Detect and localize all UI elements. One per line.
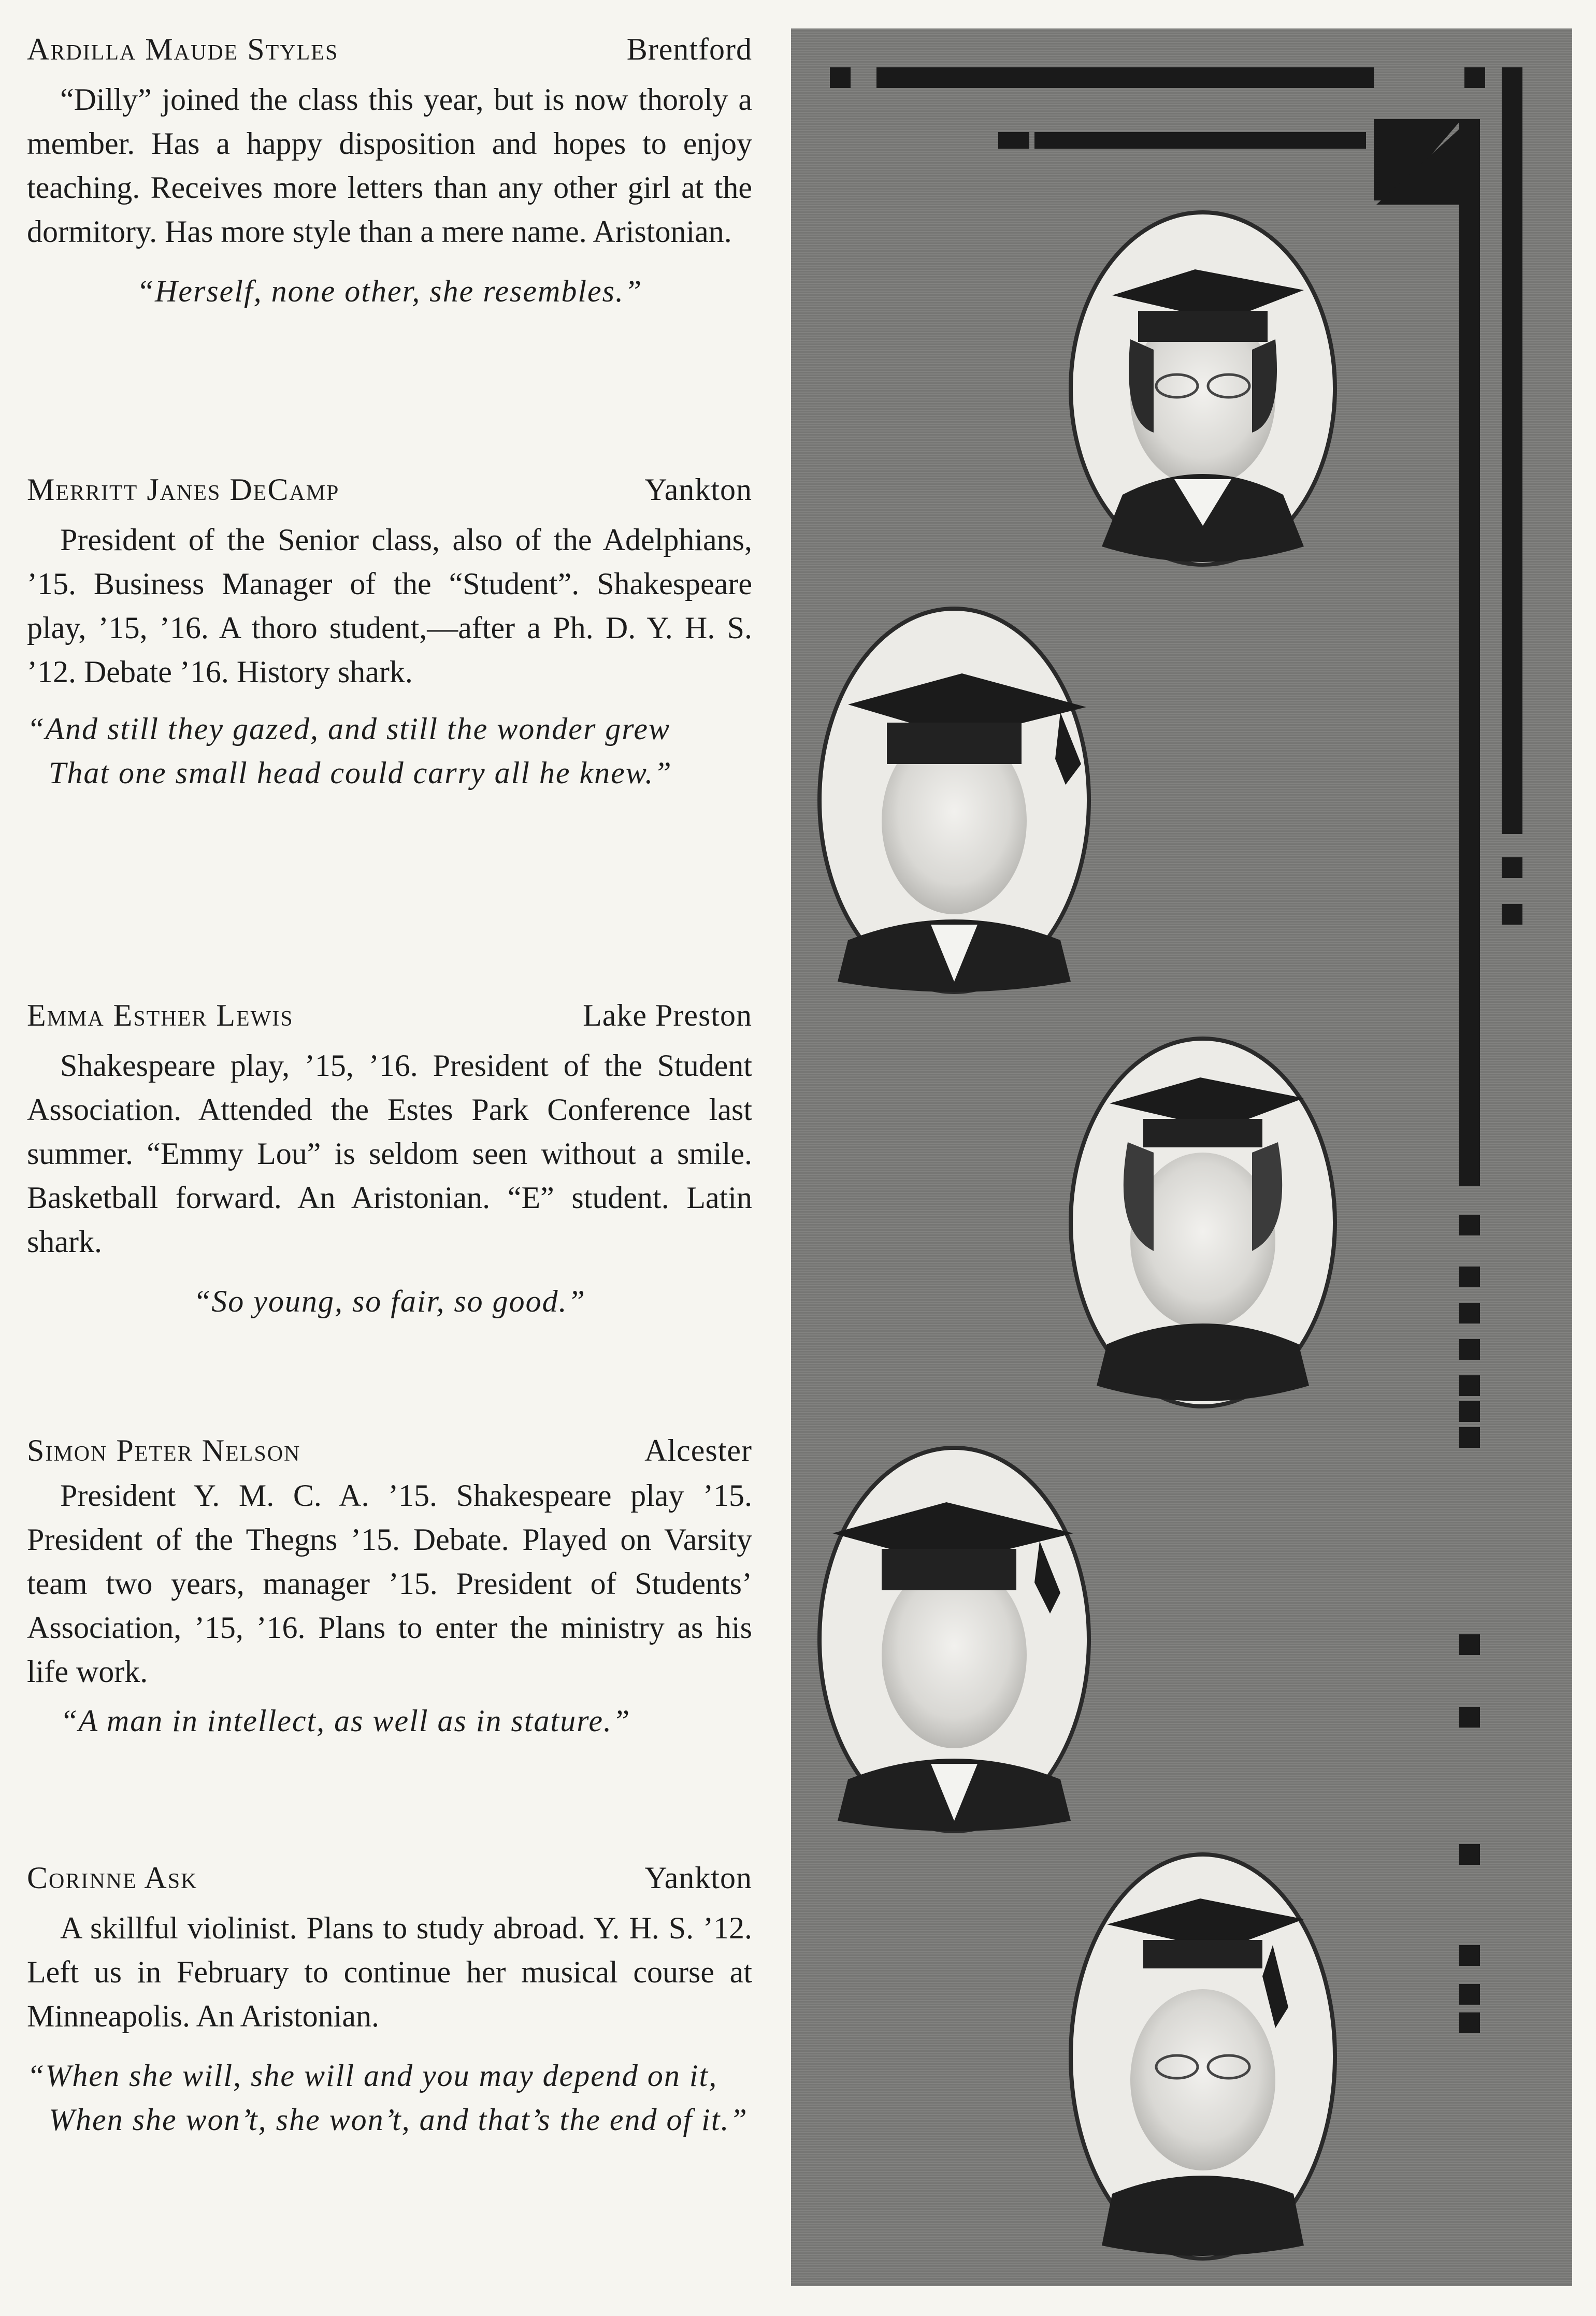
- portrait-ardilla-styles: [1071, 212, 1335, 565]
- panel-artwork: [791, 28, 1572, 2286]
- hometown: Yankton: [644, 472, 752, 507]
- quote: [27, 1279, 752, 1324]
- quote: [27, 1699, 752, 1743]
- portrait-corinne-ask: [1071, 1854, 1335, 2259]
- quote-line: “A man in intellect, as well as in stature.”: [60, 1704, 631, 1738]
- biography-text: Shakespeare play, ’15, ’16. President of the Student Association. Attended the Estes Park Conference last summer. “Emmy Lou” is seldom seen without a smile. Basketball forward. An Aristonian. “E” student. Latin shark.: [27, 1048, 752, 1259]
- biography-text: A skillful violinist. Plans to study abroad. Y. H. S. ’12. Left us in February to continue her musical course at Minneapolis. An Aristonian.: [27, 1911, 752, 2033]
- entry-header: [27, 987, 752, 1044]
- quote-line: That one small head could carry all he knew.”: [49, 756, 672, 790]
- entry-header: [27, 1849, 752, 1906]
- quote-line: “Herself, none other, she resembles.”: [136, 274, 643, 308]
- quote-line: “When she will, she will and you may depend on it,: [27, 2059, 718, 2093]
- hometown: Yankton: [644, 1861, 752, 1895]
- biography-text: President of the Senior class, also of the Adelphians, ’15. Business Manager of the “Student”. Shakespeare play, ’15, ’16. A thoro student,—after a Ph. D. Y. H. S. ’12. Debate ’16. History shark.: [27, 523, 752, 689]
- entry-header: [27, 21, 752, 78]
- hometown: Lake Preston: [583, 998, 752, 1032]
- entry-merritt-decamp: [27, 461, 752, 795]
- portrait-emma-lewis: [1071, 1039, 1335, 1406]
- entry-ardilla-styles: [27, 21, 752, 313]
- portrait-simon-nelson: [819, 1448, 1089, 1831]
- quote: [27, 707, 752, 795]
- quote-line: “And still they gazed, and still the wonder grew: [27, 712, 671, 746]
- student-name: Emma Esther Lewis: [27, 998, 294, 1032]
- student-name: Merritt Janes DeCamp: [27, 472, 340, 507]
- hometown: Brentford: [626, 32, 752, 66]
- entry-emma-lewis: [27, 987, 752, 1324]
- entry-header: [27, 461, 752, 518]
- entry-header: [27, 1427, 752, 1474]
- quote-line: When she won’t, she won’t, and that’s the end of it.”: [49, 2103, 748, 2137]
- biography-text: President Y. M. C. A. ’15. Shakespeare play ’15. President of the Thegns ’15. Debate. Played on Varsity team two years, manager ’15. President of Students’ Association, ’15, ’16. Plans to enter the ministry as his life work.: [27, 1478, 752, 1689]
- entry-corinne-ask: [27, 1849, 752, 2142]
- biography-text: “Dilly” joined the class this year, but is now thoroly a member. Has a happy disposition and hopes to enjoy teaching. Receives more letters than any other girl at the dormitory. Has more style than a mere name. Aristonian.: [27, 82, 752, 249]
- student-name: Corinne Ask: [27, 1861, 198, 1895]
- quote-line: “So young, so fair, so good.”: [193, 1284, 586, 1318]
- student-name: Ardilla Maude Styles: [27, 32, 339, 66]
- quote: [27, 269, 752, 313]
- quote: [27, 2054, 752, 2142]
- hometown: Alcester: [644, 1433, 752, 1468]
- entry-simon-nelson: [27, 1427, 752, 1743]
- portrait-panel: [791, 28, 1572, 2286]
- portrait-merritt-decamp: [819, 609, 1089, 992]
- student-name: Simon Peter Nelson: [27, 1433, 301, 1468]
